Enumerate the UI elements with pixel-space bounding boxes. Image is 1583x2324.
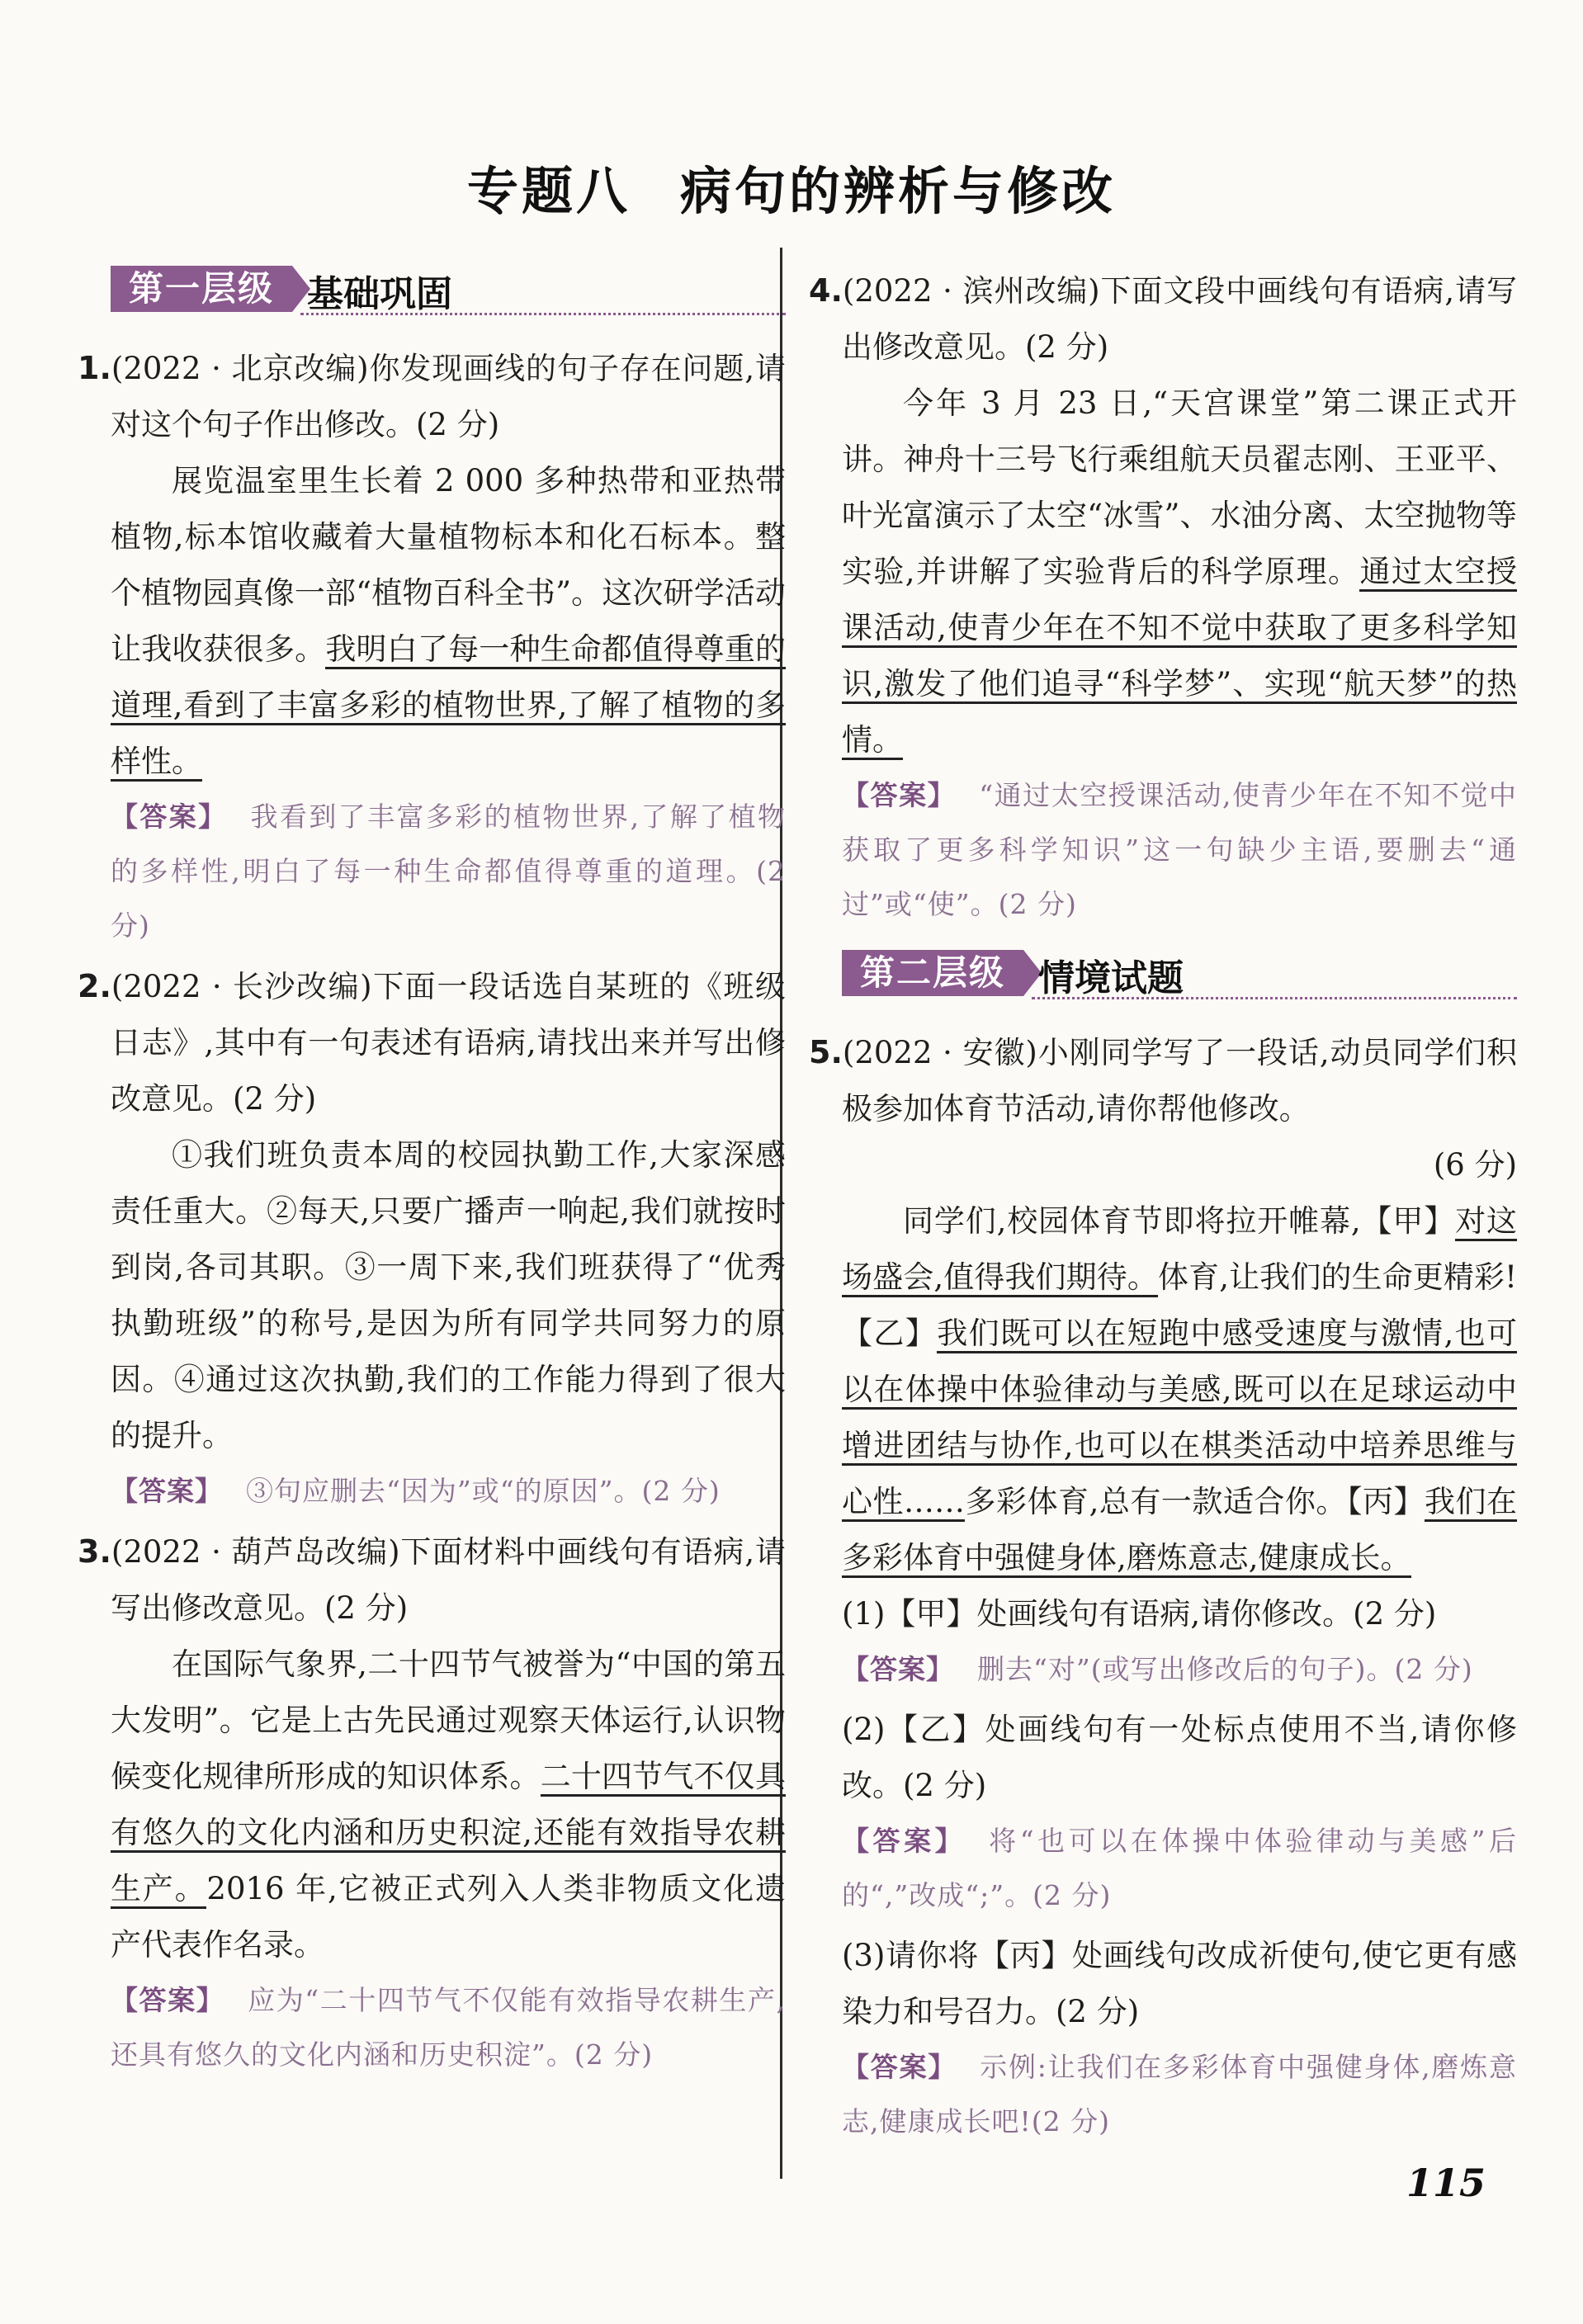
question-number: 1. xyxy=(78,350,111,386)
page-title xyxy=(0,150,1583,224)
level-name: 情境试题 xyxy=(1038,957,1184,999)
answer-text: “通过太空授课活动,使青少年在不知不觉中获取了更多科学知识”这一句缺少主语,要删去“通过”或“使”。(2 分) xyxy=(842,779,1517,920)
question-stem xyxy=(809,262,1517,376)
underlined-sentence: 通过太空授课活动,使青少年在不知不觉中获取了更多科学知识, xyxy=(842,554,1517,704)
answer-label: 【答案】 xyxy=(842,1825,966,1857)
underlined-sentence: 二十四节气不仅具有悠久的文化内涵和历史积淀,还能有效指导农耕生产。 xyxy=(111,1759,786,1909)
answer-text: 将“也可以在体操中体验律动与美感”后的“,”改成“;”。(2 分) xyxy=(842,1825,1518,1911)
question-3 xyxy=(78,1523,787,2082)
title-name: 病句的辨析与修改 xyxy=(680,161,1117,221)
passage: ①我们班负责本周的校园执勤工作,大家深感责任重大。②每天,只要广播声一响起,我们就按时到岗,各司其职。③一周下来,我们班获得了“优秀执勤班级”的称号,是因为所有同学共同努力的原因。④通过这次执勤,我们的工作能力得到了很大的提升。 xyxy=(111,1137,786,1453)
answer xyxy=(111,1973,786,2082)
level-name: 基础巩固 xyxy=(307,273,452,315)
stem-text: (2022 · 滨州改编)下面文段中画线句有语病,请写出修改意见。(2 分) xyxy=(842,273,1517,365)
question-4 xyxy=(809,262,1518,932)
sub-question-1: (1)【甲】处画线句有语病,请你修改。(2 分) xyxy=(842,1596,1437,1632)
answer-label: 【答案】 xyxy=(842,2051,957,2083)
answer-text: 应为“二十四节气不仅能有效指导农耕生产,还具有悠久的文化内涵和历史积淀”。(2 分) xyxy=(111,1984,786,2071)
sub-question-3: (3)请你将【丙】处画线句改成祈使句,使它更有感染力和号召力。(2 分) xyxy=(842,1938,1517,2029)
passage-text: 今年 3 月 23 日,“天宫课堂”第二课正式开讲。神舟十三号飞行乘组航天员翟志刚、王亚平、叶光富演示了太空“冰雪”、水油分离、太空抛物等实验,并讲解了实验背后的科学原理。 xyxy=(842,385,1517,589)
question-number: 5. xyxy=(809,1034,843,1070)
answer-label: 【答案】 xyxy=(111,1475,223,1507)
passage xyxy=(842,376,1517,768)
stem-text: (2022 · 葫芦岛改编)下面材料中画线句有语病,请写出修改意见。(2 分) xyxy=(111,1534,786,1626)
question-5 xyxy=(809,1024,1518,2149)
question-number: 4. xyxy=(809,272,843,309)
passage-text: 多彩体育,总有一款适合你。【丙】 xyxy=(965,1484,1425,1519)
question-1 xyxy=(78,340,787,953)
passage xyxy=(111,453,786,790)
passage-text: 展览温室里生长着 2 000 多种热带和亚热带植物,标本馆收藏着大量植物标本和化石标本。整个植物园真像一部“植物百科全书”。这次研学活动让我收获很多。 xyxy=(111,463,786,667)
question-stem xyxy=(78,1523,786,1637)
question-stem xyxy=(78,340,786,453)
answer xyxy=(111,1464,786,1519)
underlined-sentence: 我明白了每一种生命都值得尊重的道理,看到了丰富多彩的植物世界,了解了植物的多样性。 xyxy=(111,631,786,782)
page-number: 115 xyxy=(1406,2161,1486,2205)
underlined-sentence: 激发了他们追寻“科学梦”、实现“航天梦”的热情。 xyxy=(842,666,1517,760)
level-tag: 第二层级 xyxy=(842,950,1023,996)
question-stem xyxy=(809,1024,1517,1137)
question-score: (6 分) xyxy=(1433,1147,1517,1183)
right-column xyxy=(809,262,1518,2154)
passage-text: 体育,让我们的生命更精彩!【乙】 xyxy=(842,1259,1517,1351)
question-2 xyxy=(78,958,786,1519)
sub-question-2: (2)【乙】处画线句有一处标点使用不当,请你修改。(2 分) xyxy=(842,1712,1517,1803)
passage-text: 在国际气象界,二十四节气被誉为“中国的第五大发明”。它是上古先民通过观察天体运行,认识物候变化规律所形成的知识体系。 xyxy=(111,1646,786,1794)
answer-text: 删去“对”(或写出修改后的句子)。(2 分) xyxy=(977,1653,1473,1685)
passage xyxy=(842,1193,1517,1586)
answer-label: 【答案】 xyxy=(111,1984,225,2016)
passage-text: 2016 年,它被正式列入人类非物质文化遗产代表作名录。 xyxy=(111,1871,787,1963)
left-column xyxy=(78,262,787,2087)
answer xyxy=(842,1814,1517,1923)
stem-text: (2022 · 北京改编)你发现画线的句子存在问题,请对这个句子作出修改。(2 分) xyxy=(111,351,786,442)
underlined-sentence-bing: 我们在多彩体育中强健身体,磨炼意志,健康成长。 xyxy=(842,1484,1517,1578)
title-topic: 专题八 xyxy=(466,161,631,221)
answer xyxy=(842,2040,1517,2149)
level-2-header xyxy=(842,947,1517,1006)
answer-label: 【答案】 xyxy=(842,779,957,811)
answer xyxy=(842,768,1517,932)
answer-label: 【答案】 xyxy=(111,801,228,833)
question-number: 3. xyxy=(78,1533,111,1570)
level-tag: 第一层级 xyxy=(111,266,292,312)
answer-text: 示例:让我们在多彩体育中强健身体,磨炼意志,健康成长吧!(2 分) xyxy=(842,2051,1518,2137)
level-rule xyxy=(300,313,786,315)
answer xyxy=(111,790,786,953)
answer-label: 【答案】 xyxy=(842,1653,954,1685)
underlined-sentence-yi: 我们既可以在短跑中感受速度与激情,也可以在体操中体验律动与美感,既可以在足球运动中增进团结与协作,也可以在棋类活动中培养思维与心性…… xyxy=(842,1316,1517,1522)
stem-text: (2022 · 长沙改编)下面一段话选自某班的《班级日志》,其中有一句表述有语病,请找出来并写出修改意见。(2 分) xyxy=(111,969,786,1117)
answer xyxy=(842,1642,1517,1697)
question-number: 2. xyxy=(78,968,111,1004)
passage-text: 同学们,校园体育节即将拉开帷幕,【甲】 xyxy=(903,1203,1456,1239)
underlined-sentence-jia: 对这场盛会,值得我们期待。 xyxy=(842,1203,1517,1297)
passage xyxy=(111,1637,786,1973)
answer-text: 我看到了丰富多彩的植物世界,了解了植物的多样性,明白了每一种生命都值得尊重的道理。(2 分) xyxy=(111,801,786,942)
answer-text: ③句应删去“因为”或“的原因”。(2 分) xyxy=(246,1475,721,1507)
question-stem xyxy=(78,958,786,1127)
stem-text: (2022 · 安徽)小刚同学写了一段话,动员同学们积极参加体育节活动,请你帮他修改。 xyxy=(842,1035,1517,1127)
level-rule xyxy=(1032,997,1517,999)
level-1-header xyxy=(111,262,786,322)
